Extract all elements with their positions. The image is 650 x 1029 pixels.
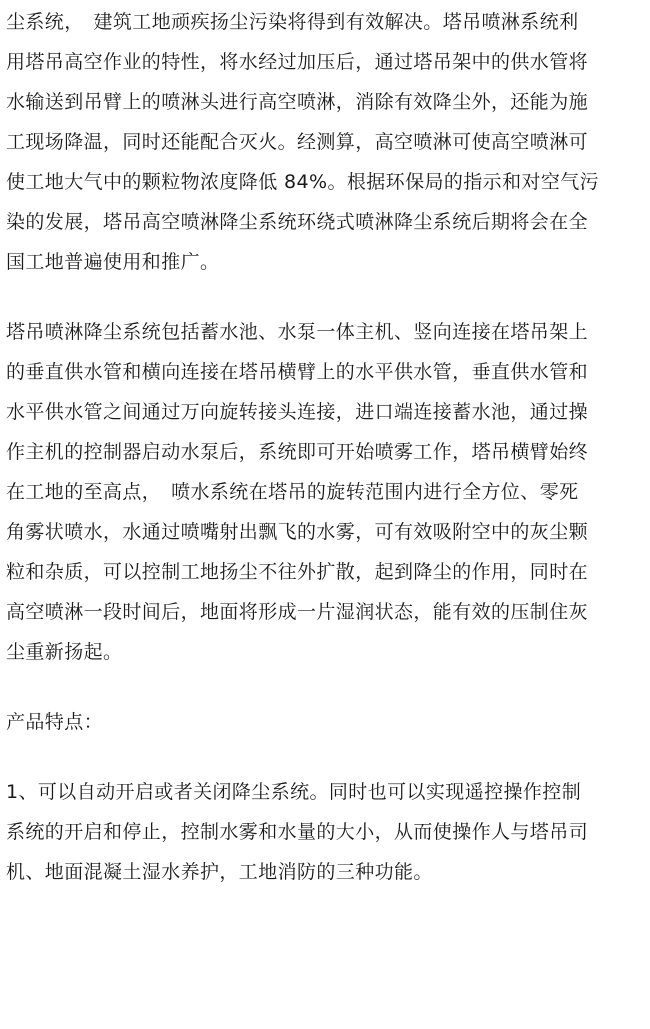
- text-line: 水输送到吊臂上的喷淋头进行高空喷淋，消除有效降尘外，还能为施: [6, 91, 589, 113]
- product-features-heading: 产品特点：: [6, 711, 104, 733]
- document-page: [6, 0, 646, 892]
- text-line: 高空喷淋一段时间后，地面将形成一片湿润状态，能有效的压制住灰: [6, 601, 589, 623]
- paragraph-system-description: [6, 312, 646, 672]
- text-line: 塔吊喷淋降尘系统包括蓄水池、水泵一体主机、竖向连接在塔吊架上: [6, 321, 589, 343]
- text-line: 机、地面混凝土湿水养护，工地消防的三种功能。: [6, 861, 433, 883]
- text-line: 尘重新扬起。: [6, 641, 123, 663]
- paragraph-spacer: [6, 282, 646, 312]
- text-line: 使工地大气中的颗粒物浓度降低 84%。根据环保局的指示和对空气污: [6, 171, 600, 193]
- text-line: 尘系统， 建筑工地顽疾扬尘污染将得到有效解决。塔吊喷淋系统利: [6, 11, 579, 33]
- text-line: 的垂直供水管和横向连接在塔吊横臂上的水平供水管，垂直供水管和: [6, 361, 589, 383]
- text-line: 工现场降温，同时还能配合灭火。经测算，高空喷淋可使高空喷淋可: [6, 131, 589, 153]
- section-heading: [6, 702, 646, 742]
- text-line: 1、可以自动开启或者关闭降尘系统。同时也可以实现遥控操作控制: [6, 781, 582, 803]
- paragraph-spacer: [6, 742, 646, 772]
- text-line: 粒和杂质，可以控制工地扬尘不往外扩散，起到降尘的作用，同时在: [6, 561, 589, 583]
- paragraph-feature-1: [6, 772, 646, 892]
- text-line: 国工地普遍使用和推广。: [6, 251, 220, 273]
- paragraph-intro: [6, 0, 646, 282]
- text-line: 用塔吊高空作业的特性，将水经过加压后，通过塔吊架中的供水管将: [6, 51, 589, 73]
- text-line: 在工地的至高点， 喷水系统在塔吊的旋转范围内进行全方位、零死: [6, 481, 579, 503]
- text-line: 水平供水管之间通过万向旋转接头连接，进口端连接蓄水池，通过操: [6, 401, 589, 423]
- paragraph-spacer: [6, 672, 646, 702]
- text-line: 作主机的控制器启动水泵后，系统即可开始喷雾工作，塔吊横臂始终: [6, 441, 589, 463]
- text-line: 角雾状喷水，水通过喷嘴射出飘飞的水雾，可有效吸附空中的灰尘颗: [6, 521, 589, 543]
- text-line: 系统的开启和停止，控制水雾和水量的大小，从而使操作人与塔吊司: [6, 821, 589, 843]
- text-line: 染的发展，塔吊高空喷淋降尘系统环绕式喷淋降尘系统后期将会在全: [6, 211, 589, 233]
